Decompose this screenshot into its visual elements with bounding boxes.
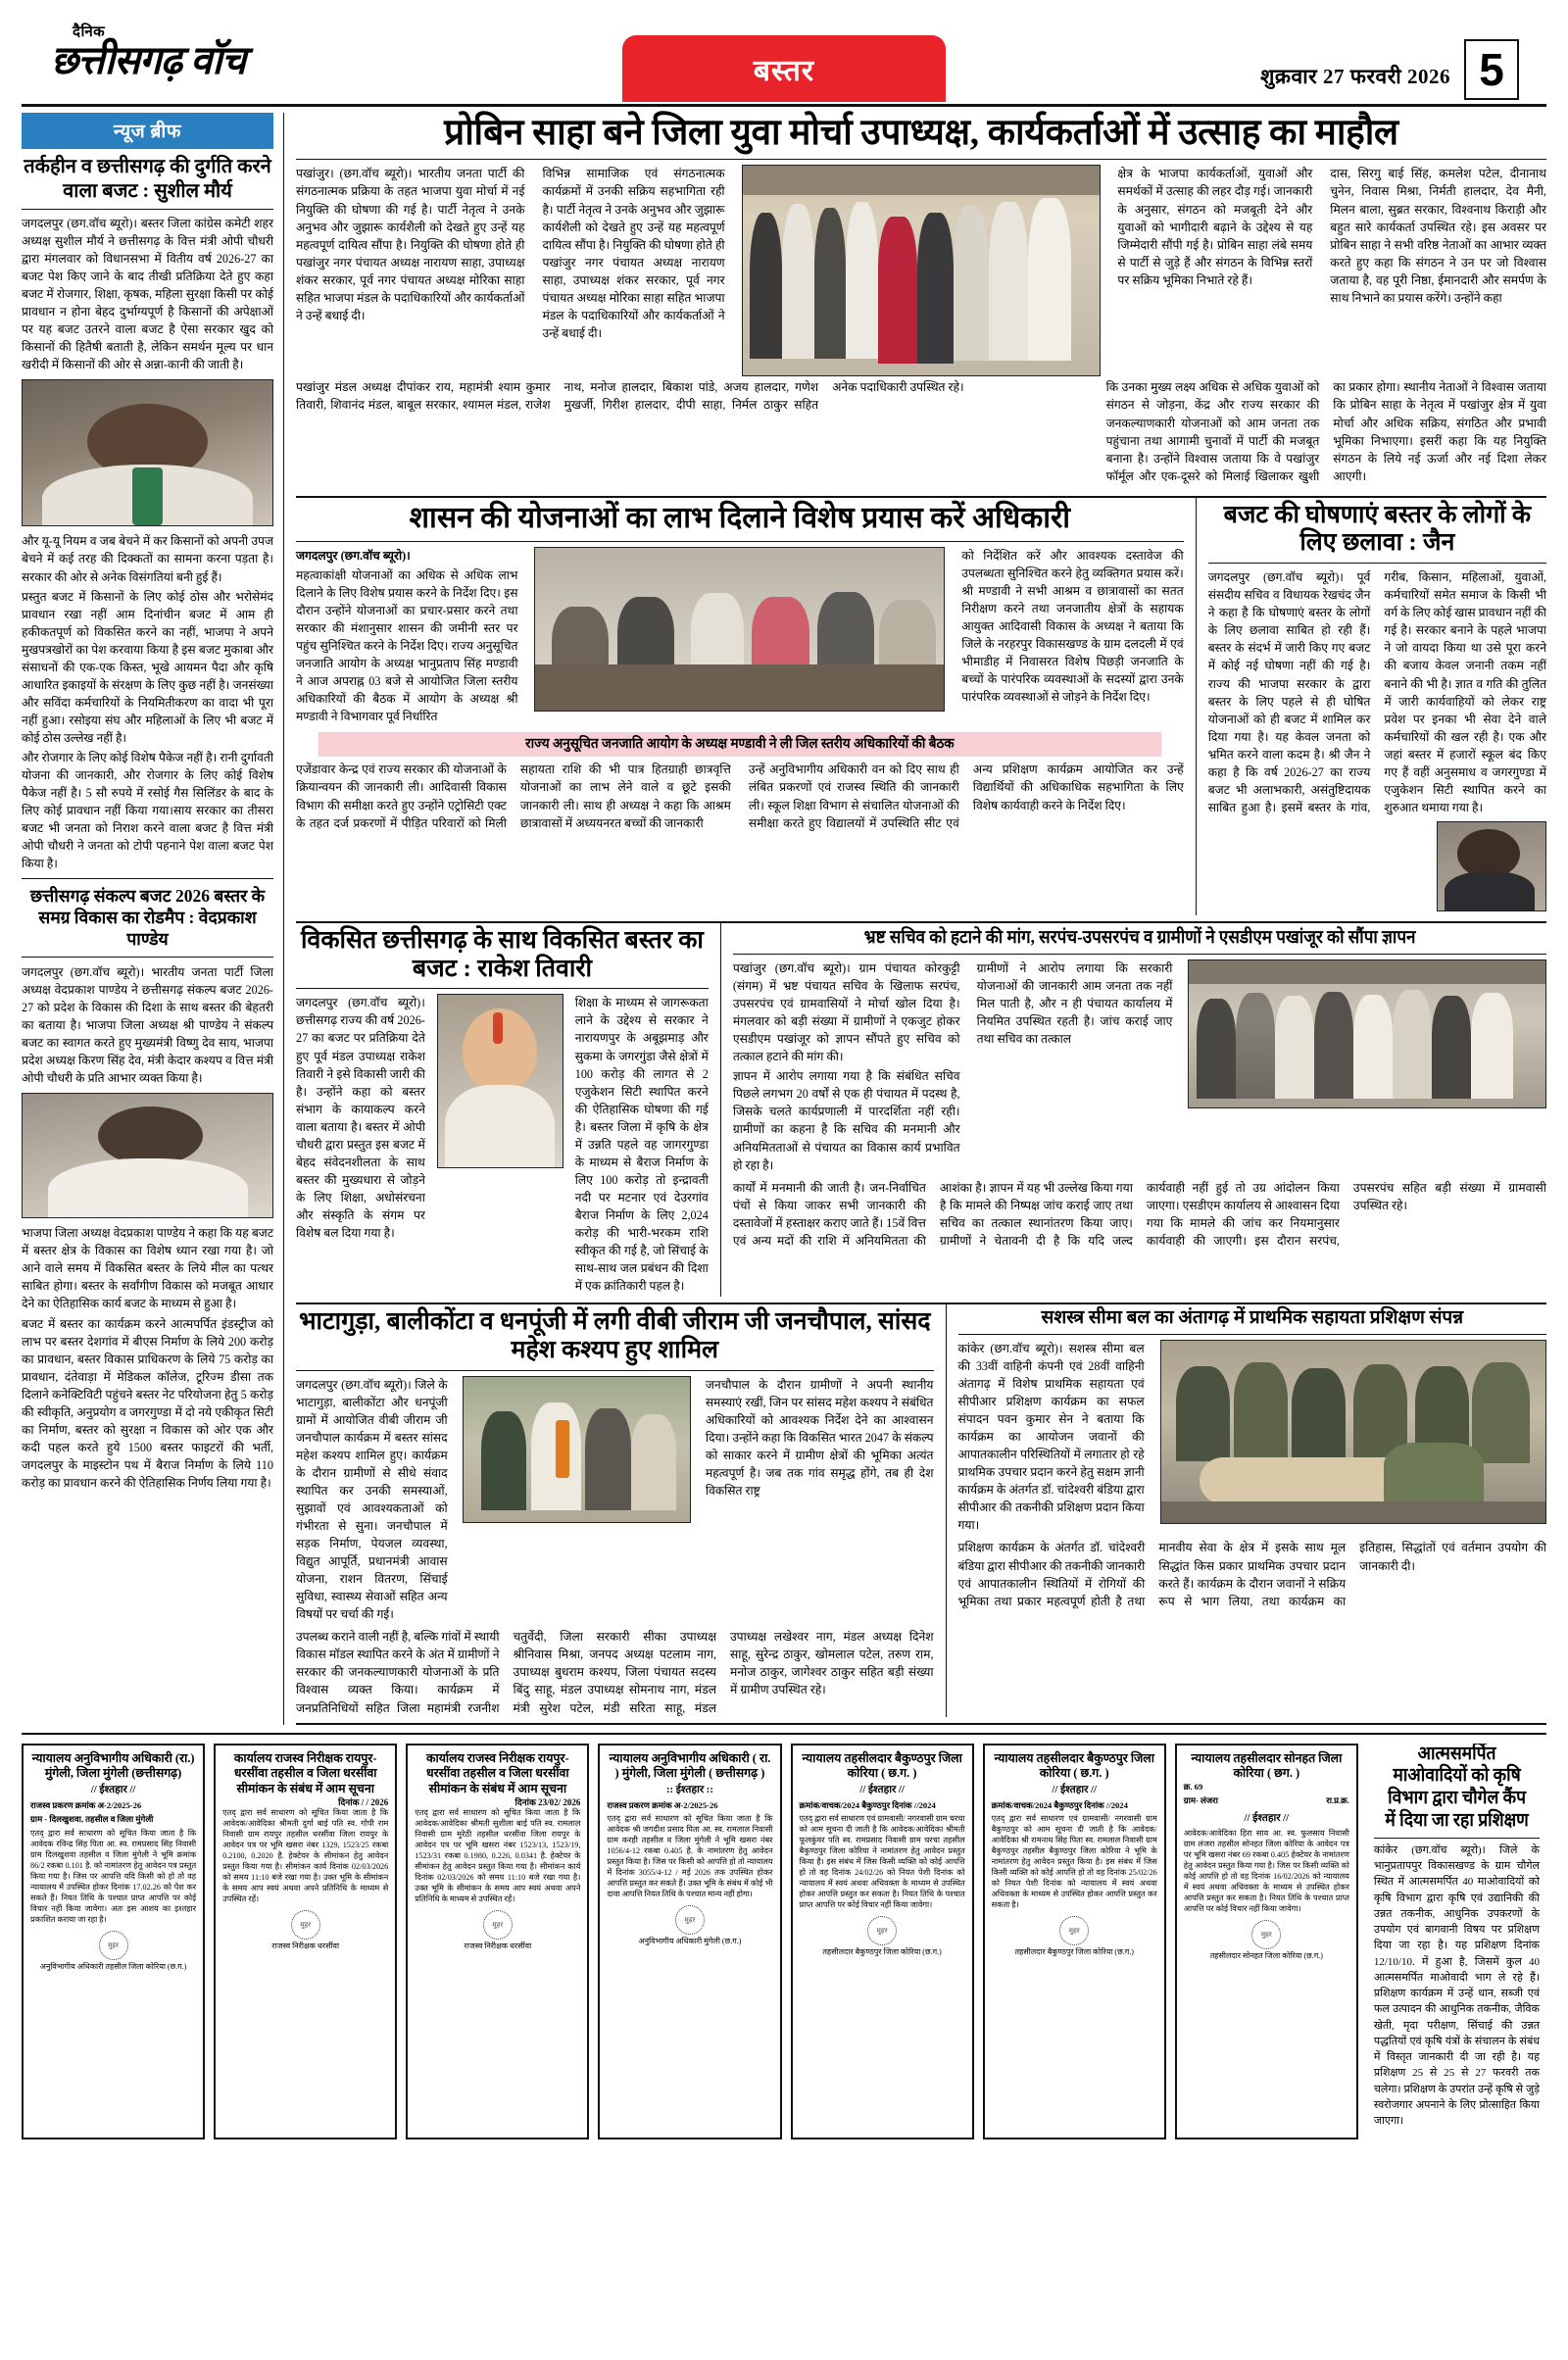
photo-bjp-group	[742, 165, 1102, 376]
logo-title: छत्तीसगढ़ वॉच	[51, 38, 246, 82]
sidebar-headline-2: छत्तीसगढ़ संकल्प बजट 2026 बस्तर के समग्र विकास का रोडमैप : वेदप्रकाश पाण्डेय	[22, 878, 273, 958]
tiwari-col-1	[296, 994, 432, 1297]
photo-mandavi-meeting	[534, 547, 945, 712]
bhataguda-col-1	[296, 1376, 456, 1626]
news-brief-header: न्यूज ब्रीफ	[22, 113, 273, 149]
photo-vedprakash-pandey	[22, 1093, 273, 1218]
newspaper-logo	[51, 25, 325, 81]
sachiv-headline: भ्रष्ट सचिव को हटाने की मांग, सरपंच-उपसरपंच व ग्रामीणों ने एसडीएम पखांजूर को सौंपा ज्ञापन	[863, 927, 1416, 948]
tiwari-photo-block	[432, 994, 568, 1297]
lead-lower-right	[1097, 378, 1546, 485]
tiwari-headline: विकसित छत्तीसगढ़ के साथ विकसित बस्तर का बजट : राकेश तिवारी	[300, 926, 704, 982]
seal-icon: मुहर	[867, 1916, 897, 1945]
legal-notice	[22, 1744, 205, 2139]
paragraph: महत्वाकांक्षी योजनाओं का अधिक से अधिक लाभ दिलाने के लिए विशेष प्रयास करने के निर्देश दिए। इस दौरान उन्होंने योजनाओं का प्रचार-प्रसार करने तथा सरकार की मंशानुसार शासन की जमीनी स्तर पर पहुंच सुनिश्चित करने के निर्देश दिए। राज्य अनुसूचित जनजाति आयोग के अध्यक्ष भानुप्रताप सिंह मण्डावी ने आज अपराह्न 03 बजे से आयोजित जिला स्तरीय अधिकारियों की बैठक में आयोग के अध्यक्ष श्री मण्डावी ने विभागवार पूर्व निर्धारित	[296, 567, 518, 724]
paragraph: पखांजुर (छग.वॉच ब्यूरो)। ग्राम पंचायत कोरकुट्टी (संगम) में भ्रष्ट पंचायत सचिव के खिलाफ सरपंच, उपसरपंच एवं ग्रामवासियों ने मोर्चा खोल दिया है। मंगलवार को बड़ी संख्या में ग्रामीणों ने एकजुट होकर एसडीएम पखांजूर को ज्ञापन सौंपते हुए सचिव को तत्काल हटाने की मांग की।	[732, 961, 960, 1064]
legal-notice	[1175, 1744, 1358, 2139]
paragraph: और रोजगार के लिए कोई विशेष पैकेज नहीं है। रानी दुर्गावती योजना की जानकारी, और रोजगार के लिए कोई विशेष पैकेज नहीं है। 5 सौ रुपये में रसोई गैस सिलिंडर के बाद के लिए कोई प्रावधान नहीं किया गया।साय सरकार का तीसरा बजट भी जनता को निराश करने वाला बजट है वित्त मंत्री ओपी चौधरी ने जनता को टोपी पहनाने पेश वाला बजट पेश किया है।	[22, 750, 273, 871]
tiwari-columns	[296, 994, 709, 1297]
notice-subheading: दिनांक / / 2026	[338, 1797, 389, 1808]
notice-heading: न्यायालय तहसीलदार बैकुण्ठपुर जिला कोरिया ( छ.ग. )	[994, 1750, 1154, 1781]
notice-signature: राजस्व निरीक्षक धरसींवा	[271, 1942, 340, 1951]
news-brief-body	[22, 215, 273, 373]
notice-signature: तहसीलदार सोनहत जिला कोरिया (छ.ग.)	[1209, 1950, 1323, 1960]
paragraph: क्षेत्र के भाजपा कार्यकर्ताओं, युवाओं और समर्थकों में उत्साह की लहर दौड़ गई। जानकारी के अनुसार, संगठन को मजबूती देने और युवाओं को भागीदारी बढ़ाने के उद्देश्य से यह जिम्मेदारी सौंपी गई है। प्रोबिन साहा लंबे समय से पार्टी से जुड़े हैं और संगठन के विभिन्न स्तरों पर सक्रिय भूमिका निभाते रहे हैं।	[1117, 167, 1313, 287]
bhataguda-columns	[296, 1376, 934, 1626]
paragraph: जगदलपुर (छग.वॉच ब्यूरो)। छत्तीसगढ़ राज्य की वर्ष 2026-27 का बजट पर प्रतिक्रिया देते हुए पूर्व मंडल उपाध्यक्ष राकेश तिवारी ने इसे विकासी जारी की है। उन्होंने कहा को बस्तर संभाग के कायाकल्प करने वाला बताया है। बस्तर में ओपी चौधरी द्वारा प्रस्तुत इस बजट में बेहद संवेदनशीलता के साथ बस्तर की मुख्यधारा से जोड़ने के लिए शिक्षा, अधोसंरचना और संस्कृति के संगम पर विशेष बल दिया गया है।	[296, 996, 425, 1240]
paragraph: उपलब्ध कराने वाली नहीं है, बल्कि गांवों में स्थायी विकास मॉडल स्थापित करने के अंत में ग्रामीणों ने सरकार की जनकल्याणकारी योजनाओं के प्रति विश्वास व्यक्त किया। कार्यक्रम में जनप्रतिनिधियों सहित जिला महामंत्री रजनीश चतुर्वेदी, जिला सरकारी सीका उपाध्यक्ष श्रीनिवास मिश्रा, जनपद अध्यक्ष पटलाम नाग, उपाध्यक्ष बुधराम कश्यप, जिला पंचायत सदस्य बिंदु साहू, मंडल उपाध्यक्ष सोमनाथ नाग, मंडल मंत्री सुरेश पटेल, मंडी सरिता साहू, मंडल उपाध्यक्ष लखेश्वर नाग, मंडल अध्यक्ष दिनेश साहू, सुरेन्द्र ठाकुर, खोमलाल पटेल, तरुण राम, मनोज ठाकुर, जागेश्वर ठाकुर सहित बड़ी संख्या में ग्रामीण उपस्थित रहे।	[296, 1630, 934, 1715]
photo-sushil-maurya	[22, 379, 273, 526]
notice-meta: राजस्व प्रकरण क्रमांक अ-2/2025-26	[607, 1799, 718, 1810]
paragraph: कार्यों में मनमानी की जाती है। जन-निर्वाचित पंचों से किया जाकर सभी जानकारी की दस्तावेजों में हस्ताक्षर कराए जाते हैं। 15वें वित्त एवं अन्य मदों की राशि में अनियमितता की आशंका है। ज्ञापन में यह भी उल्लेख किया गया है कि मामले की निष्पक्ष जांच कराई जाए तथा सचिव का तत्काल स्थानांतरण किया जाए। ग्रामीणों ने चेतावनी दी है कि यदि जल्द कार्यवाही नहीं हुई तो उग्र आंदोलन किया जाएगा। एसडीएम कार्यालय से आश्वासन दिया गया कि मामले की जांच कर नियमानुसार कार्यवाही की जाएगी। इस दौरान सरपंच, उपसरपंच सहित बड़ी संख्या में ग्रामवासी उपस्थित रहे।	[732, 1180, 1546, 1248]
legal-notice	[214, 1744, 397, 2139]
tiwari-col-2	[568, 994, 709, 1297]
sidebar-story-2-body	[22, 963, 273, 1087]
divider	[296, 1370, 934, 1371]
sachiv-columns	[733, 959, 1546, 1176]
photo-rekhchand-jain	[1437, 821, 1546, 911]
yojana-col-2	[296, 761, 740, 832]
seal-icon: मुहर	[1251, 1920, 1281, 1949]
story-ssb	[947, 1304, 1546, 1716]
notice-meta-2: ग्राम - दिलखुशवा, तहसील व जिला मुंगेली	[30, 1814, 154, 1825]
notice-seal	[415, 1910, 580, 1940]
notice-subheading: :: ईश्तहार ::	[666, 1784, 713, 1795]
logo-kicker: दैनिक	[73, 25, 106, 40]
notice-subheading: // ईश्तहार //	[859, 1784, 905, 1795]
paragraph: कांकेर (छग.वॉच ब्यूरो)। सशस्त्र सीमा बल की 33वीं वाहिनी कंपनी एवं 28वीं वाहिनी अंतागढ़ में विशेष प्राथमिक सहायता एवं सीपीआर प्रशिक्षण कार्यक्रम का सफल संपादन पवन कुमार सेन ने बताया कि कार्यक्रम का आयोजन जवानों की आपातकालीन परिस्थितियों में लगातार हो रहे प्राथमिक उपचार प्रदान करने हेतु सक्षम ज्ञानी कार्यक्रम के अंतर्गत डॉ. चांदेश्वरी बंडिया द्वारा सीपीआर की तकनीकी प्रशिक्षण प्रदान किया गया।	[957, 1341, 1145, 1533]
story-maoist-training	[1367, 1744, 1546, 2139]
bhataguda-col-3	[296, 1628, 934, 1716]
notice-meta: क्रमांक/वाचक/2024 बैकुण्ठपुर दिनांक //2024	[799, 1799, 936, 1810]
maoist-body	[1374, 1843, 1540, 2130]
divider	[296, 541, 1184, 542]
ssb-photo-block	[1152, 1340, 1546, 1537]
news-brief-headline: तर्कहीन व छत्तीसगढ़ की दुर्गति करने वाला बजट : सुशील मौर्य	[22, 149, 273, 210]
paragraph: बजट में बस्तर का कार्यक्रम करने आत्मपर्पित इंडस्ट्रीज को लाभ पर बस्तर देशगांव में बीएस निर्माण के लिये 200 करोड़ का प्रावधान, बस्तर विकास प्राधिकरण के लिये 75 करोड़ का प्रावधान, दंतेवाड़ा में मेडिकल कॉलेज, टूरिज्म डीसा तक दिलाने कनेक्टिविटी पहुंचने बस्तर नेट परियोजना हेतु 5 करोड़ की स्वीकृति, अनुप्रयोग व जगरगुण्डा में दो नये एकीकृत सिटी का निर्माण, बस्तर को सुरक्षा न विकास को ओर एक और कदी पहल करते हुये 1500 बस्तर फाइटरों की भर्ती, जगदलपुर के माइस्टोन पथ में बैराज निर्माण के लिये 110 करोड़ का प्रावधान करने की ऐतिहासिक निर्णय लिया गया है।	[22, 1316, 273, 1490]
story-yojana	[296, 498, 1197, 915]
divider	[733, 954, 1546, 955]
jain-headline: बजट की घोषणाएं बस्तर के लोगों के लिए छलावा : जैन	[1223, 501, 1532, 557]
ssb-col-2	[958, 1539, 1546, 1609]
notice-seal	[992, 1916, 1157, 1945]
paragraph: प्रस्तुत बजट में किसानों के लिए कोई ठोस और भरोसेमंद प्रावधान रखा नहीं आम दिनांचीन बजट में आम ही हकीकतपूर्ण को विकसित करने का नहीं, भाजपा ने अपने मुखपत्रखोरों का पेश करवाया किया है इस बजट मुकाबा और संसाधनों की एक-एक किस्त, भूखे आयमन पैदा और कृषि आधारित इकाइयों के संरक्षण के लिए कुछ नहीं है। जनसंख्या और सविंदा कर्मचारियों के नियमितीकरण का वादा भी पूरा नहीं हुआ। रसोइया संघ और महिलाओं के लिए भी बजट में कोई ठोस उल्लेख नहीं है।	[22, 589, 273, 745]
paragraph: कि उनका मुख्य लक्ष्य अधिक से अधिक युवाओं को संगठन से जोड़ना, केंद्र और राज्य सरकार की जनकल्याणकारी योजनाओं को आम जनता तक पहुंचाना तथा आगामी चुनावों में पार्टी की मजबूत बनाना है। उन्होंने विश्वास जताया कि वे पखांजुर फॉर्मूल और एक-दूसरे को मिलाई खिलाकर खुशी का प्रकार होगा। स्थानीय नेताओं ने विश्वास जताया कि प्रोबिन साहा के नेतृत्व में पखांजुर क्षेत्र में युवा मोर्चा और अधिक सक्रिय, संगठित और प्रभावी भूमिका निभाएगा। इसरीं कहा कि यह नियुक्ति संगठन के लिये नई ऊर्जा और नई दिशा लेकर आएगी।	[1105, 380, 1546, 483]
lead-col-2	[533, 165, 733, 376]
seal-icon: मुहर	[291, 1910, 320, 1940]
paragraph: जगदलपुर (छग.वॉच ब्यूरो)। जिले के भाटागुड़ा, बालीकोंटा और धनपूंजी ग्रामों में आयोजित वीबी जीराम जी जनचौपाल कार्यक्रम में बस्तर सांसद महेश कश्यप शामिल हुए। कार्यक्रम के दौरान ग्रामीणों से सीधे संवाद स्थापित कर उनकी समस्याओं, सुझावों एवं आवश्यकताओं को गंभीरता से सुना। जनचौपाल में सड़क निर्माण, पेयजल व्यवस्था, विद्युत आपूर्ति, प्रधानमंत्री आवास योजना, राशन वितरण, सिंचाई सुविधा, स्वास्थ्य सेवाओं सहित अन्य विषयों पर चर्चा की गई।	[296, 1377, 448, 1622]
paragraph: ज्ञापन में आरोप लगाया गया है कि संबंधित सचिव पिछले लगभग 20 वर्षों से एक ही पंचायत में पदस्थ है, जिसके चलते कार्यप्रणाली में पारदर्शिता नहीं रही। ग्रामीणों का कहना है कि सचिव की मनमानी और अनियमितताओं से पंचायत का विकास कार्य प्रभावित हो रहा है।	[732, 1069, 960, 1172]
paragraph: दास, सिरगु बाई सिंह, कमलेश पटेल, दीनानाथ चुनेन, निवास मिश्रा, निर्मती हालदार, देव मैनी, मिलन बाला, सुब्रत सरकार, विश्वनाथ किराड़ी और बहुत सारे कार्यकर्ता उपस्थित रहे। इस अवसर पर प्रोबिन साहा ने सभी वरिष्ठ नेताओं का आभार व्यक्त करते हुए कहा कि संगठन ने उन पर जो विश्वास जताया है, वह पूरी निष्ठा, ईमानदारी और समर्पण के साथ निभाने का प्रयास करेंगे। उन्होंने कहा	[1330, 167, 1546, 305]
notice-meta-row	[1184, 1795, 1349, 1810]
notice-subheading: // ईश्तहार //	[1052, 1784, 1097, 1795]
notice-body: एतद् द्वारा सर्व साधारण को सूचित किया जाता है कि आवेदक/आवेदिका श्रीमती दुर्गा बाई पति स्व. गोपी राम निवासी ग्राम रायपुर तहसील धरसींवा जिला रायपुर के आवेदन पत्र पर भूमि खसरा नंबर 1329, 1523/25 रकबा 0.2100, 0.2020 है. हेक्टेयर के सीमांकन हेतु आवेदन प्रस्तुत किया गया है। सीमांकन कार्य दिनांक 02/03/2026 को समय 11:10 बजे रखा गया है। उक्त भूमि के सीमांकन के समय आप स्वयं अथवा अपने प्रतिनिधि के माध्यम से उपस्थित रहें।	[222, 1808, 389, 1904]
lead-col-4	[1321, 165, 1546, 376]
lead-headline: प्रोबिन साहा बने जिला युवा मोर्चा उपाध्यक्ष, कार्यकर्ताओं में उत्साह का माहौल	[444, 113, 1398, 153]
byline: जगदलपुर (छग.वॉच ब्यूरो)।	[296, 548, 411, 563]
paragraph: जनचौपाल के दौरान ग्रामीणों ने अपनी स्थानीय समस्याएं रखीं, जिन पर सांसद महेश कश्यप ने संबंधित अधिकारियों को आवश्यक निर्देश देने का आश्वासन दिया। उन्होंने कहा कि विकसित भारत 2047 के संकल्प को साकार करने में ग्रामीण क्षेत्रों की भूमिका अत्यंत महत्वपूर्ण है। जब तक गांव समृद्ध होंगे, तब ही देश विकसित राष्ट्र	[705, 1377, 934, 1498]
notice-heading: न्यायालय तहसीलदार बैकुण्ठपुर जिला कोरिया ( छ.ग. )	[802, 1750, 962, 1781]
bhataguda-photo-block	[456, 1376, 698, 1626]
notice-heading: कार्यालय राजस्व निरीक्षक रायपुर-धरसींवा तहसील व जिला धरसींवा सीमांकन के संबंध में आम सूचना	[233, 1750, 377, 1795]
seal-icon: मुहर	[1059, 1916, 1089, 1945]
sachiv-col-2	[969, 959, 1181, 1176]
notice-meta: राजस्व प्रकरण क्रमांक अ-2/2025-26	[30, 1799, 142, 1810]
photo-ssb-training	[1160, 1340, 1546, 1524]
notice-subheading: // ईश्तहार //	[1244, 1812, 1290, 1824]
story-bhataguda	[296, 1304, 947, 1716]
paragraph: पखांजुर मंडल अध्यक्ष दीपांकर राय, महामंत्री श्याम कुमार तिवारी, शिवानंद मंडल, बाबूल सरकार, श्यामल मंडल, राजेश नाथ, मनोज हालदार, बिकाश पांडे, अजय हालदार, गणेश मुखर्जी, गिरीश हालदार, दीपी साहा, निर्मल ठाकुर सहित अनेक पदाधिकारी उपस्थित रहे।	[296, 380, 964, 413]
notice-heading: कार्यालय राजस्व निरीक्षक रायपुर-धरसींवा तहसील व जिला धरसींवा सीमांकन के संबंध में आम सूचना	[425, 1750, 569, 1795]
row-bhataguda-ssb	[296, 1304, 1546, 1716]
seal-icon: मुहर	[99, 1931, 128, 1960]
lead-story-columns	[296, 165, 1546, 376]
row-tiwari-sachiv	[296, 923, 1546, 1297]
ssb-headline: सशस्त्र सीमा बल का अंतागढ़ में प्राथमिक सहायता प्रशिक्षण संपन्न	[1041, 1307, 1464, 1329]
sidebar-column	[22, 113, 284, 1725]
notice-meta: क्रमांक/वाचक/2024 बैकुण्ठपुर दिनांक //2024	[991, 1799, 1128, 1810]
notice-heading: न्यायालय अनुविभागीय अधिकारी (रा.) मुंगेली, जिला मुंगेली (छत्तीसगढ़)	[31, 1750, 195, 1781]
legal-notice	[406, 1744, 589, 2139]
notice-seal	[800, 1916, 965, 1945]
notice-signature: तहसीलदार बैकुण्ठपुर जिला कोरिया (छ.ग.)	[822, 1947, 942, 1957]
paragraph: कांकेर (छग.वॉच ब्यूरो)। जिले के भानुप्रतापपुर विकासखण्ड के ग्राम चौगेल स्थित में आत्मसमर्पित 40 माओवादियों को कृषि विभाग द्वारा कृषि एवं उद्यानिकी की उन्नत तकनीक, आधुनिक उपकरणों के उपयोग एवं बागवानी विषय पर प्रशिक्षण दिया जा रहा है। यह प्रशिक्षण दिनांक 12/10/10. में हुआ है, जिसमें कुल 40 आत्मसमर्पित माओवादी भाग ले रहे हैं। प्रशिक्षण कार्यक्रम में उन्हें धान, सब्जी एवं फल उत्पादन की आधुनिक तकनीक, जैविक खेती, मृदा परीक्षण, सिंचाई की उन्नत पद्धतियों एवं कृषि यंत्रों के संचालन के संबंध में विस्तृत जानकारी दी जा रही है। यह प्रशिक्षण 25 से 25 से 27 फरवरी तक चलेगा। प्रशिक्षण के उपरांत उन्हें कृषि से जुड़े स्वरोजगार अपनाने के लिए प्रोत्साहित किया जाएगा।	[1373, 1844, 1540, 2128]
story-budget-jain	[1197, 498, 1546, 915]
photo-caption-mandavi: राज्य अनुसूचित जनजाति आयोग के अध्यक्ष मण्डावी ने ली जिल स्तरीय अधिकारियों की बैठक	[318, 732, 1161, 757]
page-body	[22, 113, 1546, 1725]
notice-body: एतद् द्वारा सर्व साधारण को सूचित किया जाता है कि आवेदक रविन्द्र सिंह पिता आ. स्व. रामप्रसाद सिंह निवासी ग्राम दिलखुशवा तहसील व जिला मुंगेली ने भूमि क्रमांक 86/2 रकबा 0.101 है. को नामांतरण हेतु आवेदन पत्र प्रस्तुत किया गया है। जिस पर आपत्ति यदि किसी को हो तो वह न्यायालय में उपस्थित होकर दिनांक 17.02.26 को पेश कर सकते हैं। नियत तिथि के पश्चात प्राप्त आपत्ति पर कोई विचार नहीं किया जावेगा। अतः इस आशय का इश्तहार प्रकाशित कराया जा रहा है।	[30, 1829, 197, 1924]
yojana-top-row	[296, 547, 1184, 727]
bhataguda-col-2	[698, 1376, 934, 1626]
legal-notice	[983, 1744, 1166, 2139]
paragraph: को निर्देशित करें और आवश्यक दस्तावेज की उपलब्धता सुनिश्चित करने हेतु व्यक्तिगत प्रयास करें। श्री मण्डावी ने सभी आश्रम व छात्रावासों का सतत निरीक्षण करने तथा जनजातीय क्षेत्रों के सहायक आयुक्त आदिवासी विकास के अध्यक्ष ने बताया कि जिले के नरहरपुर विकासखण्ड के ग्राम दलदली में एवं भीमाडीह में निवासरत विशेष पिछड़ी जनजाति के बच्चों के पारंपरिक व्यवस्थाओं के सदस्यों द्वारा उनके पारंपरिक व्यवस्थाओं से जोड़ने के निर्देश दिए।	[961, 548, 1184, 705]
paragraph: एजेंडावार केन्द्र एवं राज्य सरकार की योजनाओं के क्रियान्वयन की जानकारी ली। आदिवासी विकास विभाग की समीक्षा करते हुए उन्होंने एट्रोसिटी एक्ट के तहत दर्ज प्रकरणों में पीड़ित परिवारों को मिली सहायता राशि की भी पात्र हितग्राही छात्रवृत्ति योजनाओं का लाभ लेने वाले व छूटे इसकी जानकारी ली। साथ ही अध्यक्ष ने कहा कि आश्रम छात्रावासों में अध्ययनरत बच्चों की जानकारी	[296, 762, 731, 830]
notice-signature: अनुविभागीय अधिकारी तहसील जिला कोरिया (छ.ग.)	[39, 1961, 187, 1971]
notice-heading: न्यायालय अनुविभागीय अधिकारी ( रा. ) मुंगेली, जिला मुंगेली ( छत्तीसगढ़ )	[609, 1750, 771, 1781]
yojana-photo-block	[526, 547, 953, 727]
notice-seal	[222, 1910, 388, 1940]
jain-body	[1208, 568, 1546, 817]
main-column	[284, 113, 1546, 1725]
paragraph: शिक्षा के माध्यम से जागरूकता लाने के उद्देश्य से सरकार ने नारायणपुर के अबूझमाड़ और सुकमा के जगरगुंडा जैसे क्षेत्रों में 100 करोड़ की लागत से 2 एजुकेशन सिटी स्थापित करने की ऐतिहासिक घोषणा की गई है। बस्तर जिला में कृषि के क्षेत्र में उन्नति पहले वह जागरगुण्डा के माध्यम से बैराज निर्माण के लिए 100 करोड़ तो इन्द्रावती नदी पर मटनार एवं देउरगांव बैराज निर्माण के लिए 2,024 करोड़ की भारी-भरकम राशि स्वीकृत की गई है, जो सिंचाई के साथ-साथ जल प्रबंधन की दिशा में एक क्रांतिकारी पहल है।	[574, 996, 709, 1294]
divider	[296, 988, 709, 989]
notice-seal	[607, 1905, 772, 1935]
yojana-bottom-row	[296, 761, 1184, 832]
paragraph: उन्हें अनुविभागीय अधिकारी वन को दिए साथ ही लंबित प्रकरणों एवं राजस्व स्थिति की जानकारी ली। स्कूल शिक्षा विभाग से संचालित योजनाओं की समीक्षा करते हुए विद्यालयों में उपस्थिति सीट एवं अन्य प्रशिक्षण कार्यक्रम आयोजित कर उन्हें विद्यार्थियों की अधिकाधिक सहभागिता के लिए विशेष कार्यवाही करने के निर्देश दिए।	[748, 762, 1184, 830]
divider	[296, 159, 1546, 160]
story-sachiv	[721, 923, 1546, 1297]
notice-meta: क्र. 69	[1183, 1781, 1203, 1792]
lead-col-3	[1108, 165, 1321, 376]
notice-body: एतद् द्वारा सर्व साधारण को सूचित किया जाता है कि आवेदक श्री जगदीश प्रसाद पिता आ. स्व. रामलाल निवासी ग्राम करही तहसील व जिला मुंगेली ने भूमि खसरा नंबर 1056/4-12 रकबा 0.405 है. के नामांतरण हेतु आवेदन प्रस्तुत किया है। जिस पर किसी को आपत्ति हो तो न्यायालय में दिनांक 3055/4-12 / मई 2026 तक उपस्थित होकर आपत्ति प्रस्तुत कर सकते हैं। उक्त भूमि के संबंध में कोई भी दावा आपत्ति नियत तिथि के पश्चात मान्य नहीं होगा।	[607, 1814, 773, 1899]
legal-notice	[791, 1744, 974, 2139]
section-banner: बस्तर	[622, 35, 946, 102]
lead-col-1	[296, 165, 533, 376]
yojana-col-1	[296, 547, 526, 727]
seal-icon: मुहर	[483, 1910, 513, 1940]
sachiv-photo-block	[1180, 959, 1546, 1176]
row-yojana-jain	[296, 498, 1546, 915]
news-brief-body-cont	[22, 532, 273, 872]
paragraph: जगदलपुर (छग.वॉच ब्यूरो)। बस्तर जिला कांग्रेस कमेटी शहर अध्यक्ष सुशील मौर्य ने छत्तीसगढ़ के वित्त मंत्री ओपी चौधरी द्वारा मंगलवार को विधानसभा में वितीय वर्ष 2026-27 का बजट पेश किए जाने के बाद तीखी प्रतिक्रिया देते हुए कहा बजट में रोजगार, शिक्षा, कृषक, महिला सुरक्षा किसी पर कोई प्रावधान न होना बेहद दुर्भाग्यपूर्ण है किसानों की अपेक्षाओं पर यह बजट उतरने वाला बजट है ऐसा सरकार खुद को किसानों की हितैषी बताती है, लेकिन समर्थन मूल्य पर धान खरीदी में किसानों की ओर से अन्ना-कानी की जाती है।	[22, 217, 273, 372]
yojana-col-right	[953, 547, 1183, 727]
notice-seal	[1184, 1920, 1349, 1949]
divider	[958, 1334, 1546, 1335]
notice-body: आवेदक/आवेदिका हिरा साय आ. स्व. फुलसाय निवासी ग्राम लंजरा तहसील सोनहत जिला कोरिया के आवेदन पत्र पर भूमि खसरा नंबर 69 रकबा 0.405 हेक्टेयर के नामांतरण हेतु आवेदन प्रस्तुत किया गया है। जिस पर किसी व्यक्ति को कोई आपत्ति हो तो वह दिनांक 16/02/2026 को न्यायालय में स्वयं अथवा अधिवक्ता के माध्यम से उपस्थित होकर आपत्ति प्रस्तुत कर सकता है। नियत तिथि के पश्चात प्राप्त आपत्ति पर कोई विचार नहीं किया जावेगा।	[1183, 1829, 1349, 1913]
notice-meta-2: ग्राम- लंजरा	[1183, 1795, 1218, 1806]
paragraph: पखांजुर। (छग.वॉच ब्यूरो)। भारतीय जनता पार्टी की संगठनात्मक प्रक्रिया के तहत भाजपा युवा मोर्चा में नई नियुक्ति की घोषणा की गई है। पार्टी नेतृत्व ने उनके अनुभव और जुझारू कार्यशैली को देखते हुए उन्हें यह महत्वपूर्ण दायित्व सौंपा है। नियुक्ति की घोषणा होते ही पखांजुर नगर पंचायत अध्यक्ष नारायण साहा, उपाध्यक्ष शंकर सरकार, पूर्व नगर पंचायत अध्यक्ष मोरिका साहा सहित भाजपा मंडल के पदाधिकारियों और कार्यकर्ताओं ने उन्हें बधाई दी।	[296, 167, 525, 322]
paragraph: भाजपा जिला अध्यक्ष वेदप्रकाश पाण्डेय ने कहा कि यह बजट में बस्तर क्षेत्र के विकास का विशेष ध्यान रखा गया है। जो आने वाले समय में विकसित बस्तर के लिये मील का पत्थर साबित होगा। बस्तर के सर्वांगीण विकास को मजबूत आधार देने का ऐतिहासिक कार्य बजट के माध्यम से हुआ है।	[22, 1226, 273, 1311]
ssb-columns	[958, 1340, 1546, 1537]
sachiv-col-wide	[733, 1179, 1546, 1250]
paragraph: जगदलपुर (छग.वॉच ब्यूरो)। भारतीय जनता पार्टी जिला अध्यक्ष वेदप्रकाश पाण्डेय ने छत्तीसगढ़ संकल्प बजट 2026-27 को प्रदेश के विकास की दिशा के साथ बस्तर की बेहतरी का बताया है। भाजपा जिला अध्यक्ष श्री पाण्डेय ने संकल्प बजट का स्वागत करते हुए मुख्यमंत्री विष्णु देव साय, भाजपा प्रदेश अध्यक्ष किरण सिंह देव, मंत्री केदार कश्यप व वित्त मंत्री ओपी चौधरी के प्रति आभार व्यक्त किया है।	[22, 964, 273, 1086]
sidebar-story-2-body-cont	[22, 1224, 273, 1492]
paragraph: और यू-यू नियम व जब बेचने में कर किसानों को अपनी उपज बेचने में कई तरह की दिक्कतों का सामना करना पड़ता है। सरकार की ओर से अनेक विसंगतियां बनी हुई हैं।	[22, 534, 273, 584]
notice-body: एतद् द्वारा सर्व साधारण एवं ग्रामवासी/ नगरवासी ग्राम बैकुण्ठपुर को आम सूचना दी जाती है कि आवेदक/आवेदिका श्री रामनाथ सिंह पिता स्व. रामलाल निवासी ग्राम बैकुण्ठपुर तहसील बैकुण्ठपुर जिला कोरिया ने भूमि के नामांतरण हेतु आवेदन प्रस्तुत किया है। इस संबंध में जिस किसी व्यक्ति को कोई आपत्ति हो तो वह दिनांक 25/02/26 को नियत पेशी दिनांक को न्यायालय में स्वयं अथवा अधिवक्ता के माध्यम से उपस्थित होकर आपत्ति प्रस्तुत कर सकता है।	[991, 1814, 1157, 1910]
divider	[1374, 1838, 1540, 1839]
story-probin-saha	[296, 113, 1546, 490]
yojana-headline: शासन की योजनाओं का लाभ दिलाने विशेष प्रयास करें अधिकारी	[409, 501, 1071, 534]
divider	[1208, 563, 1546, 564]
lead-lower-left	[296, 378, 1097, 485]
paragraph: प्रशिक्षण कार्यक्रम के अंतर्गत डॉ. चांदेश्वरी बंडिया द्वारा सीपीआर की तकनीकी जानकारी एवं आपातकालीन स्थितियों में रोगियों की भूमिका तथा प्रकार महत्वपूर्ण होती है तथा मानवीय सेवा के क्षेत्र में इसके साथ मूल सिद्धांत किस प्रकार प्राथमिक उपचार प्रदान करते हैं। कार्यक्रम के दौरान जवानों ने सक्रिय रूप से भाग लिया, तथा कार्यक्रम का इतिहास, सिद्धांतों एवं वर्तमान उपयोग की जानकारी दी।	[957, 1541, 1546, 1608]
photo-janchaupal	[463, 1376, 691, 1523]
paragraph: विभिन्न सामाजिक एवं संगठनात्मक कार्यक्रमों में उनकी सक्रिय सहभागिता रही है। पार्टी नेतृत्व ने उनके अनुभव और जुझारू कार्यशैली को देखते हुए उन्हें यह महत्वपूर्ण दायित्व सौंपा है। नियुक्ति की घोषणा होते ही पखांजुर नगर पंचायत अध्यक्ष नारायण साहा, उपाध्यक्ष शंकर सरकार, पूर्व नगर पंचायत अध्यक्ष मोरिका साहा सहित भाजपा मंडल के पदाधिकारियों और कार्यकर्ताओं ने उन्हें बधाई दी।	[542, 167, 725, 340]
legal-notice	[598, 1744, 781, 2139]
story-tiwari	[296, 923, 721, 1297]
notice-body: एतद् द्वारा सर्व साधारण को सूचित किया जाता है कि आवेदक/आवेदिका श्रीमती सुशीला बाई पति स्व. रामलाल निवासी ग्राम मुरेठी तहसील धरसींवा जिला रायपुर के आवेदन पत्र पर भूमि खसरा नंबर 1523/13, 1523/19, 1523/31 रकबा 0.1980, 0.226, 0.0341 है. हेक्टेयर के सीमांकन हेतु आवेदन प्रस्तुत किया गया है। सीमांकन कार्य दिनांक 02/03/2026 को समय 11:10 बजे रखा गया है। उक्त भूमि के सीमांकन के समय आप स्वयं अथवा अपने प्रतिनिधि के माध्यम से उपस्थित रहें।	[415, 1808, 581, 1904]
notice-signature: तहसीलदार बैकुण्ठपुर जिला कोरिया (छ.ग.)	[1014, 1947, 1134, 1957]
page-number: 5	[1464, 39, 1519, 100]
masthead-rule	[22, 104, 1546, 107]
divider	[296, 1723, 1546, 1725]
photo-rakesh-tiwari	[437, 994, 564, 1168]
notice-signature: अनुविभागीय अधिकारी मुंगेली (छ.ग.)	[638, 1937, 742, 1946]
notice-meta-3: रा.प्र.क्र.	[1326, 1795, 1349, 1806]
notice-seal	[30, 1931, 196, 1960]
notice-heading: न्यायालय तहसीलदार सोनहत जिला कोरिया ( छग. )	[1191, 1750, 1343, 1781]
legal-notices-strip	[22, 1733, 1546, 2139]
paragraph: ग्रामीणों ने आरोप लगाया कि सरकारी योजनाओं की जानकारी आम जनता तक नहीं मिल पाती है, और न ही पंचायत कार्यालय में नियमित उपस्थित रहती है। जांच कराई जाए तथा सचिव का तत्काल	[976, 961, 1173, 1047]
lead-photo-block	[734, 165, 1109, 376]
lead-story-lower	[296, 378, 1546, 485]
maoist-headline: आत्मसमर्पित माओवादियों को कृषि विभाग द्वारा चौगेल कैंप में दिया जा रहा प्रशिक्षण	[1385, 1743, 1529, 1831]
photo-memorandum-group	[1188, 959, 1546, 1108]
notice-signature: राजस्व निरीक्षक धरसींवा	[464, 1942, 532, 1951]
issue-date: शुक्रवार 27 फरवरी 2026	[1260, 65, 1450, 88]
sachiv-col-1	[733, 959, 969, 1176]
notice-body: एतद् द्वारा सर्व साधारण एवं ग्रामवासी/ नगरवासी ग्राम चरचा को आम सूचना दी जाती है कि आवेदक/आवेदिका श्रीमती फूलकुंवर पति स्व. रामप्रसाद निवासी ग्राम चरचा तहसील बैकुण्ठपुर जिला कोरिया ने नामांतरण हेतु आवेदन प्रस्तुत किया है। इस संबंध में जिस किसी व्यक्ति को कोई आपत्ति हो तो वह दिनांक 24/02/26 को नियत पेशी दिनांक को न्यायालय में स्वयं अथवा अधिवक्ता के माध्यम से उपस्थित होकर आपत्ति प्रस्तुत कर सकता है। नियत तिथि के पश्चात प्राप्त आपत्ति पर कोई विचार नहीं किया जावेगा।	[799, 1814, 965, 1910]
bhataguda-headline: भाटागुड़ा, बालीकोंटा व धनपूंजी में लगी वीबी जीराम जी जनचौपाल, सांसद महेश कश्यप हुए शामिल	[298, 1308, 931, 1363]
seal-icon: मुहर	[675, 1905, 705, 1935]
notice-subheading: दिनांक 23/02/ 2026	[514, 1797, 581, 1808]
paragraph: जगदलपुर (छग.वॉच ब्यूरो)। पूर्व संसदीय सचिव व विधायक रेखचंद जैन ने कहा है कि घोषणाएं बस्तर के लोगों के लिए छलावा साबित हो रही हैं। बस्तर के संदर्भ में जारी किए गए बजट में कोई नई घोषणा नहीं की गई है। राज्य की भाजपा सरकार के द्वारा बस्तर के लिए पहले से ही घोषित योजनाओं को ही बजट में शामिल कर दिया गया है। यह केवल जनता को भ्रमित करने वाला कदम है। श्री जैन ने कहा है कि वर्ष 2026-27 का राज्य बजट भी अलाभकारी, असंतुष्टिदायक साबित हुआ है। इसमें बस्तर के गांव, गरीब, किसान, महिलाओं, युवाओं, कर्मचारियों समेत समाज के किसी भी वर्ग के लिए कोई खास प्रावधान नहीं की गई है। सरकार बनाने के पहले भाजपा ने जो वायदा किया था उसे पूरा करने की बजाय केवल जनानी तकम नहीं बनाने की भी है। ज्ञात व गति की तुलित में जारी कार्यवाहियों को लेकर राष्ट्र प्रवेश पर इनका भी सेवा देने वाले कर्मचारियों की खल रही है। एक और जहां बस्तर में हजारों स्कूल बंद किए गए हैं वहीं अनुसमाध व जगरगुण्डा में एजुकेशन सिटी स्थापित करने का शुरुआत थमाया गया है।	[1207, 570, 1546, 814]
notice-subheading: // ईश्तहार //	[90, 1784, 136, 1795]
ssb-col-1	[958, 1340, 1152, 1537]
masthead	[22, 18, 1546, 102]
yojana-col-4	[740, 761, 1184, 832]
